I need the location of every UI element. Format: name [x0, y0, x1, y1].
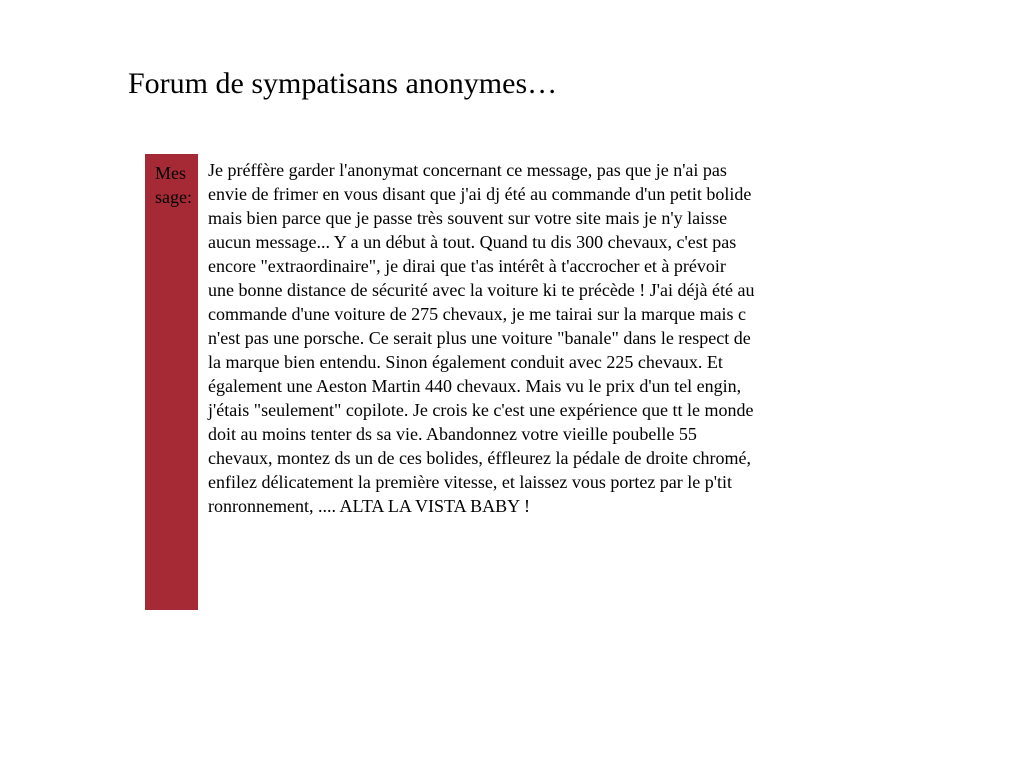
message-body: Je préffère garder l'anonymat concernant ce message, pas que je n'ai pas envie de frimer en vous disant que j'ai dj été au commande d'un petit bolide mais bien parce que je passe très souvent sur votre site mais je n'y laisse aucun message... Y a un début à tout. Quand tu dis 300 chevaux, c'est pas encore "extraordinaire", je dirai que t'as intérêt à t'accrocher et à prévoir une bonne distance de sécurité avec la voiture ki te précède ! J'ai déjà été au commande d'une voiture de 275 chevaux, je me tairai sur la marque mais c n'est pas une porsche. Ce serait plus une voiture "banale" dans le respect de la marque bien entendu. Sinon également conduit avec 225 chevaux. Et également une Aeston Martin 440 chevaux. Mais vu le prix d'un tel engin, j'étais "seulement" copilote. Je crois ke c'est une expérience que tt le monde doit au moins tenter ds sa vie. Abandonnez votre vieille poubelle 55 chevaux, montez ds un de ces bolides, éffleurez la pédale de droite chromé, enfilez délicatement la première vitesse, et laissez vous portez par le p'tit ronronnement, .... ALTA LA VISTA BABY !	[208, 160, 755, 516]
page-title: Forum de sympatisans anonymes…	[128, 67, 558, 100]
message-block	[145, 154, 765, 610]
message-label: Message:	[145, 154, 198, 610]
